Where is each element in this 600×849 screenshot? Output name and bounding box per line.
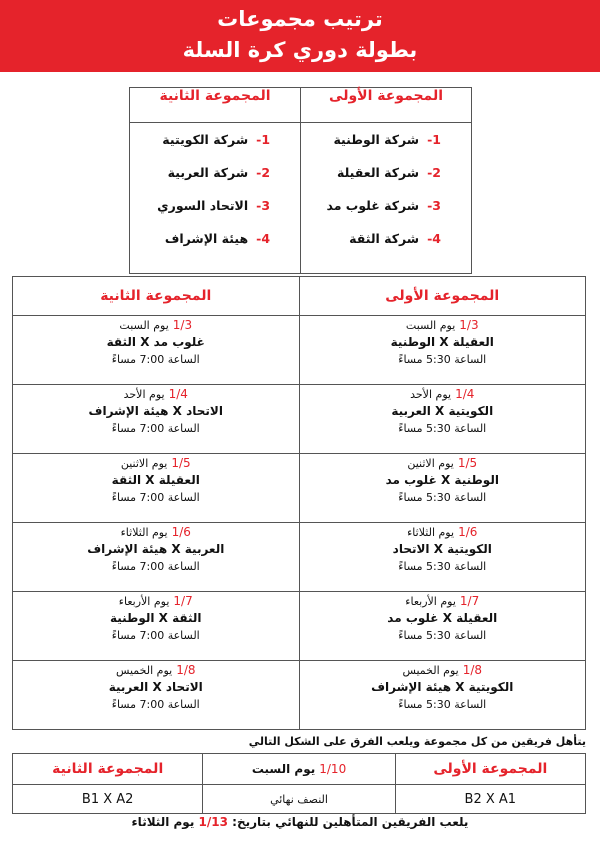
- schedule-row: [13, 661, 586, 730]
- team-item: 4-هيئة الإشراف: [164, 231, 271, 246]
- group2-team-list: [130, 123, 301, 274]
- match-cell: 1/4يوم الأحد الكويتية X العربية الساعة 5:30 مساءً: [299, 385, 585, 454]
- match-cell: 1/8يوم الخميس الكويتية X هيئة الإشراف الساعة 5:30 مساءً: [299, 661, 585, 730]
- group1-team-list: [301, 123, 472, 274]
- team-item: 2-شركة العقيلة: [337, 165, 441, 180]
- semifinal-pair-b: B1 X A2: [13, 785, 203, 814]
- match-cell: 1/3يوم السبت غلوب مد X الثقة الساعة 7:00 مساءً: [13, 316, 300, 385]
- semifinal-group1-heading: المجموعة الأولى: [395, 754, 585, 785]
- schedule-table: [12, 276, 586, 730]
- groups-table: [129, 87, 472, 274]
- team-item: 3-الاتحاد السوري: [157, 198, 271, 213]
- semifinal-table: [12, 753, 586, 814]
- schedule-group1-heading: المجموعة الأولى: [299, 277, 585, 316]
- schedule-row: [13, 316, 586, 385]
- semifinal-stage: النصف نهائي: [203, 785, 395, 814]
- match-cell: 1/5يوم الاثنين الوطنية X غلوب مد الساعة 5:30 مساءً: [299, 454, 585, 523]
- semifinal-pair-a: B2 X A1: [395, 785, 585, 814]
- qualification-note: يتأهل فريقين من كل مجموعة ويلعب الفرق على الشكل التالي: [248, 735, 586, 748]
- match-cell: 1/7يوم الأربعاء العقيلة X غلوب مد الساعة 5:30 مساءً: [299, 592, 585, 661]
- match-cell: 1/6يوم الثلاثاء العربية X هيئة الإشراف الساعة 7:00 مساءً: [13, 523, 300, 592]
- team-item: 2-شركة العربية: [167, 165, 271, 180]
- team-item: 1-شركة الكويتية: [162, 132, 271, 147]
- group2-heading: المجموعة الثانية: [130, 88, 301, 123]
- schedule-row: [13, 592, 586, 661]
- match-cell: 1/4يوم الأحد الاتحاد X هيئة الإشراف الساعة 7:00 مساءً: [13, 385, 300, 454]
- schedule-row: [13, 523, 586, 592]
- semifinal-date-cell: 1/10يوم السبت: [203, 754, 395, 785]
- team-item: 3-شركة غلوب مد: [326, 198, 441, 213]
- match-cell: 1/7يوم الأربعاء الثقة X الوطنية الساعة 7:00 مساءً: [13, 592, 300, 661]
- match-cell: 1/6يوم الثلاثاء الكويتية X الاتحاد الساعة 5:30 مساءً: [299, 523, 585, 592]
- schedule-group2-heading: المجموعة الثانية: [13, 277, 300, 316]
- schedule-row: [13, 385, 586, 454]
- team-item: 1-شركة الوطنية: [333, 132, 441, 147]
- header-banner: [0, 0, 600, 72]
- match-cell: 1/8يوم الخميس الاتحاد X العربية الساعة 7:00 مساءً: [13, 661, 300, 730]
- final-note: يلعب الفريقين المتأهلين للنهائي بتاريخ: 1/13 يوم الثلاثاء: [131, 815, 469, 829]
- page-title: ترتيب مجموعات: [217, 7, 383, 31]
- match-cell: 1/5يوم الاثنين العقيلة X الثقة الساعة 7:00 مساءً: [13, 454, 300, 523]
- page-subtitle: بطولة دوري كرة السلة: [182, 38, 418, 62]
- semifinal-group2-heading: المجموعة الثانية: [13, 754, 203, 785]
- team-item: 4-شركة الثقة: [349, 231, 441, 246]
- match-cell: 1/3يوم السبت العقيلة X الوطنية الساعة 5:30 مساءً: [299, 316, 585, 385]
- schedule-row: [13, 454, 586, 523]
- group1-heading: المجموعة الأولى: [301, 88, 472, 123]
